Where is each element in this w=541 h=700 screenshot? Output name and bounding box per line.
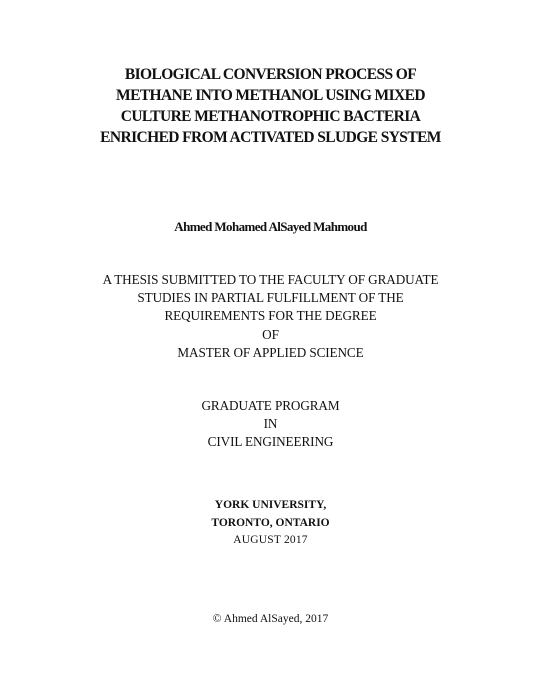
university-name: YORK UNIVERSITY,	[214, 499, 327, 511]
program-line-1: GRADUATE PROGRAM	[201, 398, 340, 413]
title-line-3: CULTURE METHANOTROPHIC BACTERIA	[120, 108, 421, 125]
submission-statement	[0, 271, 541, 362]
institution-block	[0, 497, 541, 550]
statement-line-4: OF	[262, 326, 279, 342]
thesis-title	[0, 64, 541, 148]
title-line-1: BIOLOGICAL CONVERSION PROCESS OF	[124, 66, 417, 83]
statement-line-3: REQUIREMENTS FOR THE DEGREE	[164, 308, 377, 324]
title-line-2: METHANE INTO METHANOL USING MIXED	[116, 87, 425, 104]
copyright-notice	[0, 611, 541, 627]
copyright-line: © Ahmed AlSayed, 2017	[212, 613, 329, 625]
submission-date: AUGUST 2017	[233, 534, 308, 546]
university-location: TORONTO, ONTARIO	[211, 516, 330, 529]
statement-line-1: A THESIS SUBMITTED TO THE FACULTY OF GRADUATE	[102, 272, 439, 287]
graduate-program	[0, 397, 541, 452]
statement-line-5: MASTER OF APPLIED SCIENCE	[177, 344, 364, 360]
title-line-4: ENRICHED FROM ACTIVATED SLUDGE SYSTEM	[100, 129, 441, 146]
statement-line-2: STUDIES IN PARTIAL FULFILLMENT OF THE	[137, 290, 404, 306]
author-line: Ahmed Mohamed AlSayed Mahmoud	[174, 219, 367, 234]
program-line-3: CIVIL ENGINEERING	[207, 434, 334, 450]
program-line-2: IN	[263, 416, 278, 432]
author-name	[0, 219, 541, 235]
